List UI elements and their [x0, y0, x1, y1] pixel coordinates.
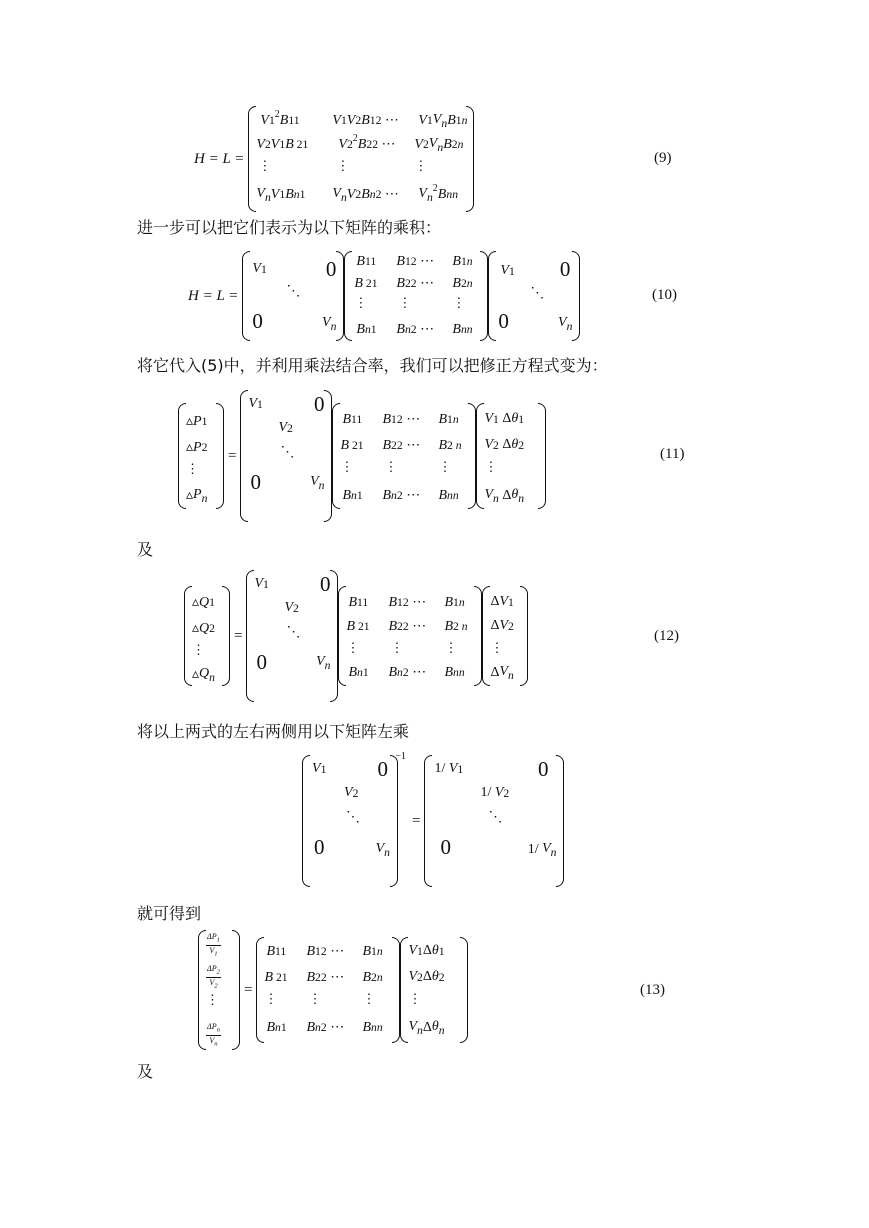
inverse-diag-equation	[302, 751, 564, 887]
equation-number-10: (10)	[652, 287, 677, 303]
equals-sign: =	[234, 627, 243, 644]
matrix-B: B 11 B 12 ⋯ B 1n B 21 B 22 ⋯ B 2n ⋮ ⋮ ⋮ B n1 B n2 ⋯ B nn	[256, 937, 400, 1043]
matrix-diag-V: V 1 0 V 2 ⋱ 0 $V_n$	[246, 570, 338, 702]
matrix-diag-V-right: V 1 0 ⋱ 0 $V_n$	[488, 251, 580, 341]
equals-sign: =	[412, 812, 421, 829]
matrix-diag-V-inverse: V 1 0 V 2 ⋱ 0 $V_n$ −1	[302, 755, 398, 887]
matrix-diag-V: V 1 0 V 2 ⋱ 0 $V_n$	[240, 390, 332, 522]
vector-delta-P-over-V: $\frac{\Delta P_1}{V_1}$ $\frac{\Delta P_2}{V_2}$ ⋮ $\Delta P_n$ $V_n$	[198, 930, 240, 1050]
equation-9	[194, 106, 474, 212]
matrix-B: B 11 B 12 ⋯ B 1n B 21 B 22 ⋯ B 2 n ⋮ ⋮ ⋮ B n1 B n2 ⋯ B nn	[332, 403, 476, 509]
equation-number-11: (11)	[660, 446, 685, 462]
equation-10	[188, 251, 580, 341]
equation-10-lhs: H = L =	[188, 287, 239, 304]
matrix-diag-V-left: V 1 0 ⋱ 0 $V_n$	[242, 251, 344, 341]
paragraph-1: 进一步可以把它们表示为以下矩阵的乘积：	[137, 218, 442, 237]
vector-V-delta-theta: V 1 Δ θ 1 V 2 Δ θ 2 ⋮ $V_n$ Δ $\theta_n$	[476, 403, 546, 509]
paragraph-2: 将它代入(5)中，并利用乘法结合率，我们可以把修正方程式变为：	[137, 356, 608, 375]
vector-V-delta-theta: V 1 Δ θ 1 V 2 Δ θ 2 ⋮ $V_n$ Δ $\theta_n$	[400, 937, 468, 1043]
equation-9-lhs: H = L =	[194, 150, 245, 167]
inverse-superscript: −1	[395, 751, 406, 762]
equation-number-9: (9)	[654, 150, 672, 166]
matrix-B: B 11 B 12 ⋯ B 1n B 21 B 22 ⋯ B 2 n ⋮ ⋮ ⋮ B n1 B n2 ⋯ B nn	[338, 586, 482, 686]
vector-delta-Q: ▵ Q 1 ▵ Q 2 ⋮ ▵ $Q_n$	[184, 586, 230, 686]
paragraph-6: 及	[137, 1062, 154, 1081]
vector-delta-P: ▵ P 1 ▵ P 2 ⋮ ▵ $P_n$	[178, 403, 224, 509]
equation-number-12: (12)	[654, 628, 679, 644]
equation-number-13: (13)	[640, 982, 665, 998]
equals-sign: =	[244, 981, 253, 998]
equation-11	[178, 390, 546, 522]
matrix-VVB: V 1 2 B 11 V 1 V 2 B 12 ⋯ V 1 $V_n$ B 1n V 2 V 1 B 21 V 2 2 B 22 ⋯ V 2 $V_n$ B 2n ⋮ ⋮ ⋮ $V_n$ V 1 B n1 $V_n$ V 2 B n2 ⋯ $V_n$ 2 B nn	[248, 106, 474, 212]
equation-13	[198, 930, 468, 1050]
matrix-diag-inverse-V: 1/ V 1 0 1/ V 2 ⋱ 0 1/ $V_n$	[424, 755, 564, 887]
paragraph-5: 就可得到	[137, 904, 202, 923]
matrix-B: B 11 B 12 ⋯ B 1n B 21 B 22 ⋯ B 2n ⋮ ⋮ ⋮ B n1 B n2 ⋯ B nn	[344, 251, 488, 341]
paragraph-3: 及	[137, 540, 154, 559]
vector-delta-V: Δ V 1 Δ V 2 ⋮ Δ $V_n$	[482, 586, 528, 686]
equals-sign: =	[228, 447, 237, 464]
equation-12	[184, 570, 528, 702]
paragraph-4: 将以上两式的左右两侧用以下矩阵左乘	[137, 722, 410, 741]
